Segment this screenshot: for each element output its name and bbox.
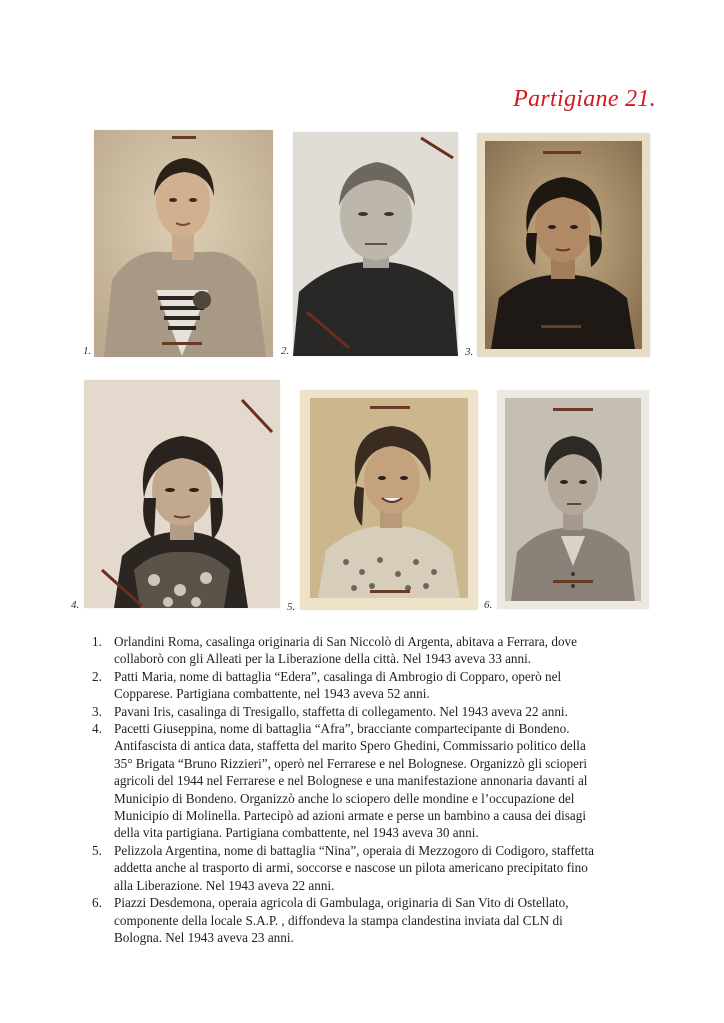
item-line: addetta anche al trasporto di armi, soccorse e nascose un pilota americano precipitato fino: [114, 860, 588, 876]
item-line: Patti Maria, nome di battaglia “Edera”, casalinga di Ambrogio di Copparo, operò nel: [114, 668, 562, 684]
item-line: Municipio di Bondeno. Organizzò anche lo sciopero delle mondine e l’occupazione del: [114, 790, 575, 806]
item-line: 35° Brigata “Bruno Rizzieri”, operò nel Ferrarese e nel Bolognese. Organizzò gli scioperi: [114, 755, 588, 771]
item-number: 3.: [92, 703, 102, 719]
item-number: 2.: [92, 668, 102, 684]
item-line: Bologna. Nel 1943 aveva 23 anni.: [114, 929, 294, 945]
photo-number-3: 3.: [465, 346, 474, 358]
page-title: Partigiane 21.: [513, 86, 656, 112]
portrait-photo-6: [497, 390, 649, 609]
item-line: Copparese. Partigiana combattente, nel 1943 aveva 52 anni.: [114, 686, 430, 702]
list-item: [92, 633, 652, 668]
portrait-photo-5: [300, 390, 478, 610]
portrait-photo-1: [94, 130, 273, 357]
item-line: Municipio di Molinella. Partecipò ad azioni armate e perse un bambino a causa dei disagi: [114, 808, 587, 824]
item-line: componente della locale S.A.P. , diffondeva la stampa clandestina inviata dal CLN di: [114, 912, 563, 928]
photo-number-2: 2.: [281, 345, 290, 357]
biography-list: [92, 633, 652, 946]
item-line: agricoli del 1944 nel Ferrarese e nel Bolognese e una manifestazione annonaria davanti al: [114, 773, 588, 789]
item-line: Antifascista di antica data, staffetta del marito Spero Ghedini, Commissario politico della: [114, 738, 586, 754]
item-number: 1.: [92, 634, 102, 649]
list-item: [92, 703, 652, 720]
list-item: [92, 668, 652, 703]
item-line: Pacetti Giuseppina, nome di battaglia “Afra”, bracciante compartecipante di Bondeno.: [114, 721, 570, 737]
item-number: 5.: [92, 842, 102, 858]
item-line: Pelizzola Argentina, nome di battaglia “Nina”, operaia di Mezzogoro di Codigoro, staffetta: [114, 842, 594, 858]
item-line: collaborò con gli Alleati per la Liberazione della città. Nel 1943 aveva 33 anni.: [114, 651, 532, 667]
list-item: [92, 720, 652, 842]
photo-number-6: 6.: [484, 599, 493, 611]
list-item: [92, 894, 652, 946]
photo-number-5: 5.: [287, 601, 296, 613]
portrait-photo-4: [84, 380, 280, 608]
list-item: [92, 842, 652, 894]
item-line: della vita partigiana. Partigiana combattente, nel 1943 aveva 30 anni.: [114, 825, 479, 841]
item-line: Piazzi Desdemona, operaia agricola di Gambulaga, originaria di San Vito di Ostellato,: [114, 895, 569, 911]
item-number: 4.: [92, 721, 102, 737]
item-line: Pavani Iris, casalinga di Tresigallo, staffetta di collegamento. Nel 1943 aveva 22 anni.: [114, 703, 568, 719]
item-line: alla Liberazione. Nel 1943 aveva 22 anni.: [114, 877, 335, 893]
photo-number-4: 4.: [71, 599, 80, 611]
item-line: Orlandini Roma, casalinga originaria di San Niccolò di Argenta, abitava a Ferrara, dove: [114, 634, 577, 649]
portrait-photo-2: [293, 132, 458, 356]
item-number: 6.: [92, 895, 102, 911]
photo-number-1: 1.: [83, 345, 92, 357]
portrait-photo-3: [477, 133, 650, 357]
